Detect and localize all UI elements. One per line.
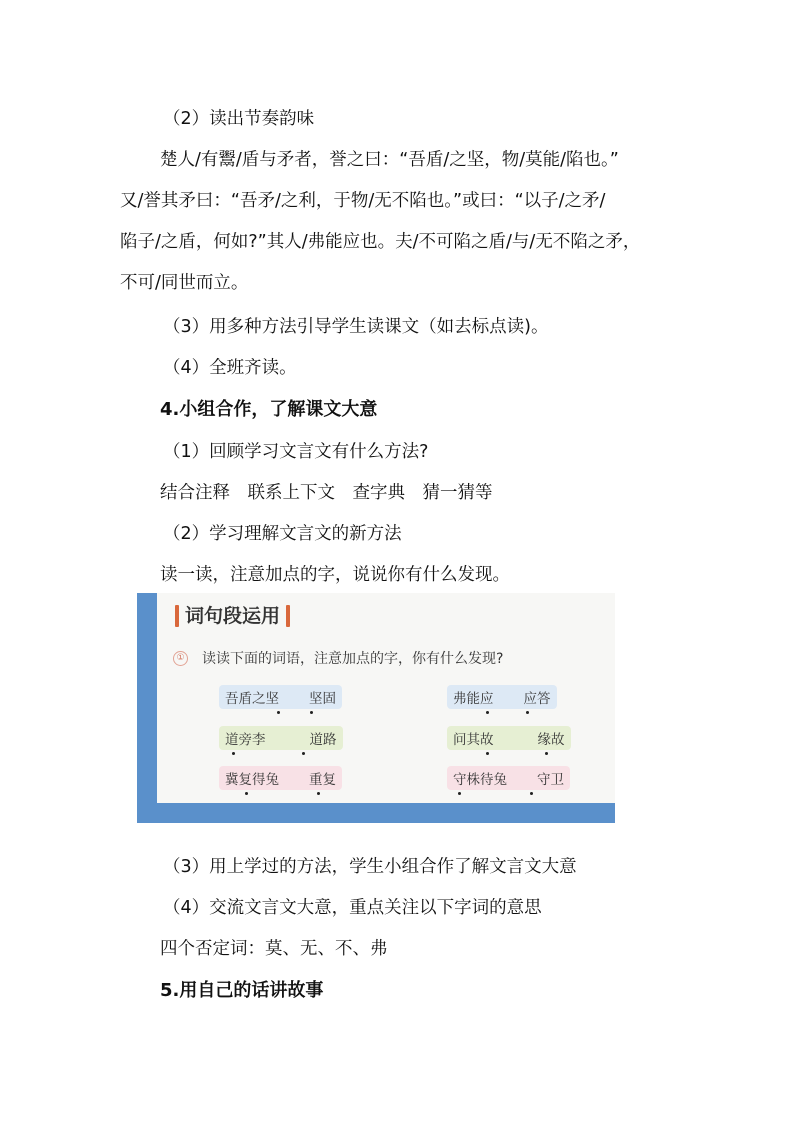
text-line: （4）交流文言文大意，重点关注以下字词的意思 bbox=[163, 898, 542, 918]
word-b: 重复 bbox=[309, 772, 336, 788]
text-line: （3）用多种方法引导学生读课文（如去标点读)。 bbox=[163, 317, 549, 337]
word-a: 弗能应 bbox=[453, 691, 494, 707]
emphasis-dot bbox=[317, 792, 320, 795]
text-line: 不可/同世而立。 bbox=[120, 273, 249, 293]
emphasis-dot bbox=[486, 711, 489, 714]
text-line: 读一读，注意加点的字，说说你有什么发现。 bbox=[160, 565, 510, 585]
circle-number-icon: ① bbox=[173, 651, 188, 666]
figure-title: 词句段运用 bbox=[185, 605, 281, 627]
word-pair bbox=[447, 685, 557, 709]
word-pair bbox=[447, 726, 571, 750]
word-pair bbox=[219, 685, 342, 709]
word-a: 冀复得兔 bbox=[225, 772, 279, 788]
emphasis-dot bbox=[530, 792, 533, 795]
word-b: 坚固 bbox=[309, 691, 336, 707]
figure-instruction-row bbox=[173, 648, 503, 668]
text-line: 结合注释 联系上下文 查字典 猜一猜等 bbox=[160, 483, 493, 503]
section-heading: 5.用自己的话讲故事 bbox=[160, 980, 324, 1001]
word-a: 守株待兔 bbox=[453, 772, 507, 788]
text-line: （2）读出节奏韵味 bbox=[163, 109, 315, 129]
figure-title-row bbox=[175, 603, 290, 629]
word-pair bbox=[447, 766, 570, 790]
text-line: （2）学习理解文言文的新方法 bbox=[163, 524, 402, 544]
figure-panel bbox=[157, 593, 615, 803]
word-b: 缘故 bbox=[537, 732, 565, 748]
emphasis-dot bbox=[526, 711, 529, 714]
emphasis-dot bbox=[310, 711, 313, 714]
emphasis-dot bbox=[458, 792, 461, 795]
textbook-figure bbox=[137, 593, 615, 823]
title-bar-left bbox=[175, 605, 179, 627]
emphasis-dot bbox=[302, 752, 305, 755]
text-line: 楚人/有鬻/盾与矛者，誉之曰：“吾盾/之坚，物/莫能/陷也。” bbox=[160, 150, 619, 170]
word-b: 应答 bbox=[523, 691, 551, 707]
word-a: 吾盾之坚 bbox=[225, 691, 279, 707]
text-line: 四个否定词：莫、无、不、弗 bbox=[160, 939, 388, 959]
word-b: 道路 bbox=[309, 732, 337, 748]
title-bar-right bbox=[286, 605, 290, 627]
emphasis-dot bbox=[277, 711, 280, 714]
word-pair bbox=[219, 726, 343, 750]
text-line: （1）回顾学习文言文有什么方法? bbox=[163, 442, 429, 462]
word-pair bbox=[219, 766, 342, 790]
emphasis-dot bbox=[545, 752, 548, 755]
emphasis-dot bbox=[486, 752, 489, 755]
word-b: 守卫 bbox=[537, 772, 564, 788]
text-line: 陷子/之盾，何如?”其人/弗能应也。夫/不可陷之盾/与/无不陷之矛， bbox=[120, 232, 641, 252]
word-a: 问其故 bbox=[453, 732, 494, 748]
figure-instruction: 读读下面的词语，注意加点的字，你有什么发现? bbox=[202, 651, 504, 667]
emphasis-dot bbox=[232, 752, 235, 755]
emphasis-dot bbox=[245, 792, 248, 795]
text-line: （4）全班齐读。 bbox=[163, 358, 297, 378]
section-heading: 4.小组合作，了解课文大意 bbox=[160, 399, 378, 420]
text-line: （3）用上学过的方法，学生小组合作了解文言文大意 bbox=[163, 857, 577, 877]
word-a: 道旁李 bbox=[225, 732, 266, 748]
text-line: 又/誉其矛曰：“吾矛/之利，于物/无不陷也。”或曰：“以子/之矛/ bbox=[120, 191, 606, 211]
